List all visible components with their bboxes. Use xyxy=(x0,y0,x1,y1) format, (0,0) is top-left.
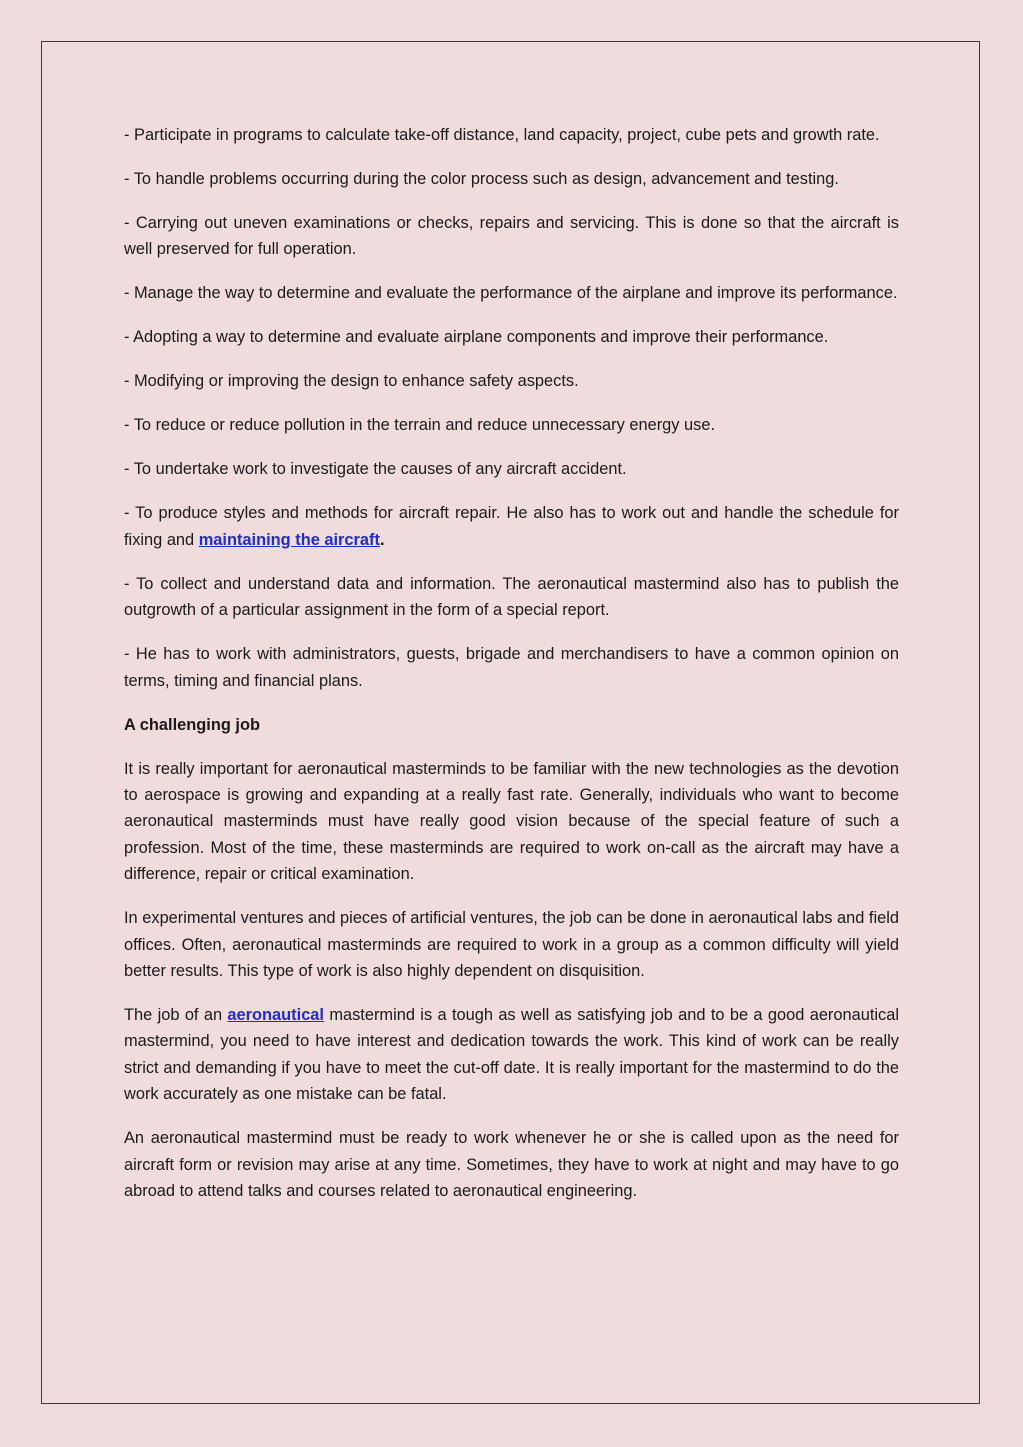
bullet-item: - He has to work with administrators, guests, brigade and merchandisers to have a common opinion on terms, timing and financial plans. xyxy=(124,645,899,690)
bullet-item: - To reduce or reduce pollution in the terrain and reduce unnecessary energy use. xyxy=(124,416,716,435)
bullet-item: - To collect and understand data and information. The aeronautical mastermind also has to publish the outgrowth of a particular assignment in the form of a special report. xyxy=(124,574,899,620)
aeronautical-link[interactable]: aeronautical xyxy=(227,1006,324,1025)
bullet-text: - To produce styles and methods for aircraft repair. He also has to work out and handle the schedule for fixing and xyxy=(124,504,899,549)
document-body xyxy=(124,122,899,1222)
paragraph-text: The job of an xyxy=(124,1006,228,1025)
body-paragraph: An aeronautical mastermind must be ready to work whenever he or she is called upon as the need for aircraft form or revision may arise at any time. Sometimes, they have to work at night and may have to go abroad to attend talks and courses related to aeronautical engineering. xyxy=(124,1129,899,1201)
bullet-item: - Manage the way to determine and evaluate the performance of the airplane and improve its performance. xyxy=(124,284,898,303)
bullet-item: - Participate in programs to calculate take-off distance, land capacity, project, cube pets and growth rate. xyxy=(124,126,880,144)
bullet-item: - To handle problems occurring during the color process such as design, advancement and testing. xyxy=(124,170,839,188)
body-paragraph-with-link xyxy=(124,1002,899,1108)
bullet-item-with-link xyxy=(124,500,899,553)
body-paragraph: In experimental ventures and pieces of artificial ventures, the job can be done in aeronautical labs and field offices. Often, aeronautical masterminds are required to work in a group as a common difficulty will yield better results. This type of work is also highly dependent on disquisition. xyxy=(124,909,899,981)
bullet-item: - Adopting a way to determine and evaluate airplane components and improve their performance. xyxy=(124,328,829,347)
bullet-item: - To undertake work to investigate the causes of any aircraft accident. xyxy=(124,460,627,479)
maintaining-aircraft-link[interactable]: maintaining the aircraft xyxy=(198,530,380,549)
paragraph-text-end: mastermind is a tough as well as satisfying job and to be a good aeronautical mastermind, you need to have interest and dedication towards the work. This kind of work can be really strict and demanding if you have to meet the cut-off date. It is really important for the mastermind to do the work accurately as one mistake can be fatal. xyxy=(124,1006,900,1104)
bullet-text-end: . xyxy=(379,530,385,549)
bullet-item: - Modifying or improving the design to enhance safety aspects. xyxy=(124,372,579,391)
section-heading: A challenging job xyxy=(124,715,260,734)
bullet-item: - Carrying out uneven examinations or checks, repairs and servicing. This is done so that the aircraft is well preserved for full operation. xyxy=(124,214,899,259)
body-paragraph: It is really important for aeronautical masterminds to be familiar with the new technologies as the devotion to aerospace is growing and expanding at a really fast rate. Generally, individuals who want to become aeronautical masterminds must have really good vision because of the special feature of such a profession. Most of the time, these masterminds are required to work on-call as the aircraft may have a difference, repair or critical examination. xyxy=(124,759,899,884)
